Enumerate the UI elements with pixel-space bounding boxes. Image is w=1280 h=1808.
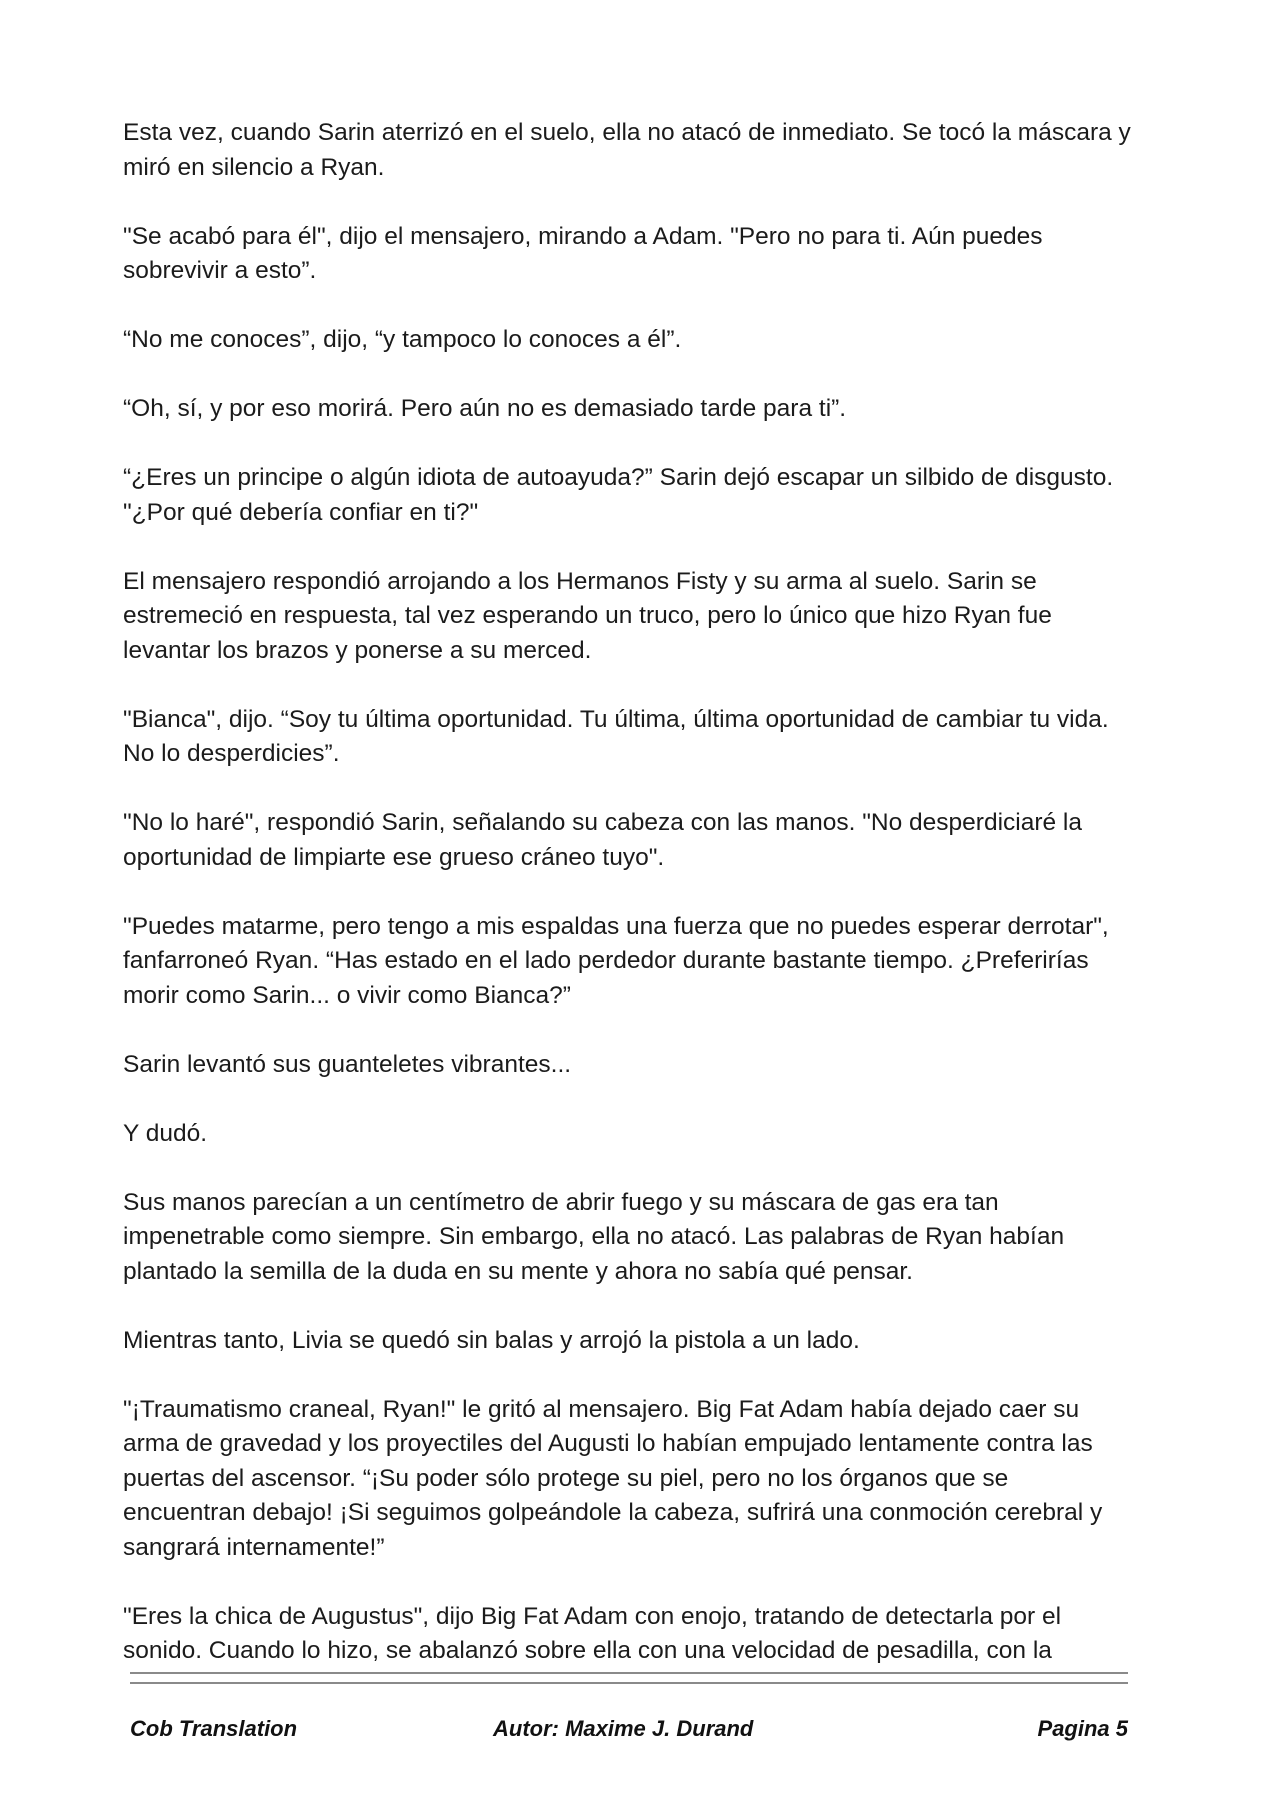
paragraph: Esta vez, cuando Sarin aterrizó en el suelo, ella no atacó de inmediato. Se tocó la máscara y miró en silencio a Ryan. [123, 119, 1131, 181]
paragraph: “No me conoces”, dijo, “y tampoco lo conoces a él”. [123, 326, 682, 353]
paragraph: “Oh, sí, y por eso morirá. Pero aún no es demasiado tarde para ti”. [123, 395, 847, 422]
footer-translator: Cob Translation [130, 1716, 298, 1741]
paragraph: "¡Traumatismo craneal, Ryan!" le gritó al mensajero. Big Fat Adam había dejado caer su arma de gravedad y los proyectiles del Augusti lo habían empujado lentamente contra las puertas del ascensor. “¡Su poder sólo protege su piel, pero no los órganos que se encuentran debajo! ¡Si seguimos golpeándole la cabeza, sufrirá una conmoción cerebral y sangrará internamente!” [123, 1395, 1103, 1561]
footer-divider-top [130, 1672, 1128, 1674]
footer-page-number: Pagina 5 [1037, 1716, 1128, 1741]
footer-divider-bottom [130, 1682, 1128, 1684]
body-text [123, 116, 1133, 1669]
paragraph: “¿Eres un principe o algún idiota de autoayuda?” Sarin dejó escapar un silbido de disgusto. "¿Por qué debería confiar en ti?" [123, 464, 1114, 526]
paragraph: "Eres la chica de Augustus", dijo Big Fat Adam con enojo, tratando de detectarla por el sonido. Cuando lo hizo, se abalanzó sobre ella con una velocidad de pesadilla, con la [123, 1602, 1062, 1664]
paragraph: "Puedes matarme, pero tengo a mis espaldas una fuerza que no puedes esperar derrotar", fanfarroneó Ryan. “Has estado en el lado perdedor durante bastante tiempo. ¿Preferirías morir como Sarin... o vivir como Bianca?” [123, 912, 1109, 1009]
paragraph: El mensajero respondió arrojando a los Hermanos Fisty y su arma al suelo. Sarin se estremeció en respuesta, tal vez esperando un truco, pero lo único que hizo Ryan fue levantar los brazos y ponerse a su merced. [123, 567, 1052, 664]
paragraph: "Se acabó para él", dijo el mensajero, mirando a Adam. "Pero no para ti. Aún puedes sobrevivir a esto”. [123, 222, 1043, 284]
paragraph: "No lo haré", respondió Sarin, señalando su cabeza con las manos. "No desperdiciaré la oportunidad de limpiarte ese grueso cráneo tuyo". [123, 809, 1083, 871]
paragraph: Mientras tanto, Livia se quedó sin balas y arrojó la pistola a un lado. [123, 1326, 860, 1354]
paragraph: "Bianca", dijo. “Soy tu última oportunidad. Tu última, última oportunidad de cambiar tu vida. No lo desperdicies”. [123, 705, 1109, 767]
paragraph: Y dudó. [123, 1119, 208, 1147]
footer-author: Autor: Maxime J. Durand [493, 1716, 754, 1741]
paragraph: Sarin levantó sus guanteletes vibrantes... [123, 1050, 572, 1078]
paragraph: Sus manos parecían a un centímetro de abrir fuego y su máscara de gas era tan impenetrable como siempre. Sin embargo, ella no atacó. Las palabras de Ryan habían plantado la semilla de la duda en su mente y ahora no sabía qué pensar. [123, 1188, 1065, 1285]
